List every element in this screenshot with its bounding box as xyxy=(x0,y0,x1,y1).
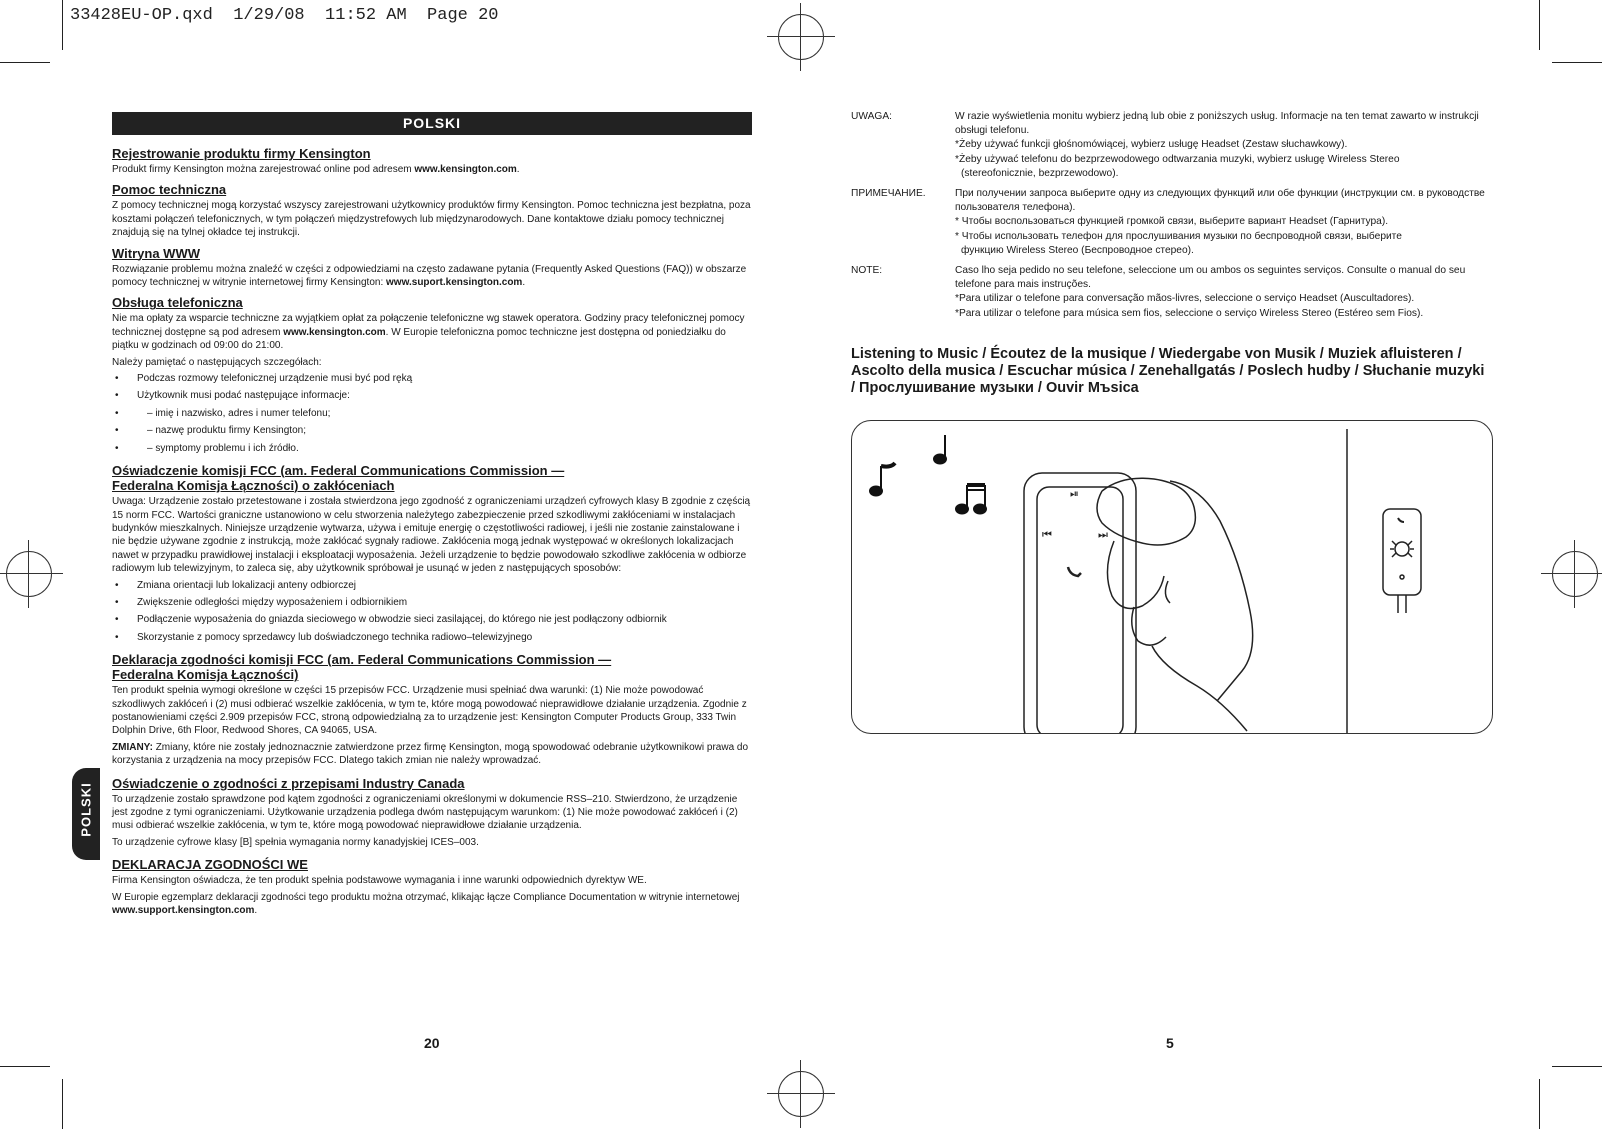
right-page-notes xyxy=(851,110,1491,327)
registration-mark xyxy=(778,14,824,60)
paragraph: Produkt firmy Kensington można zarejestrować online pod adresem www.kensington.com. xyxy=(112,164,520,175)
paragraph: Rozwiązanie problemu można znaleźć w części z odpowiedziami na często zadawane pytania (Frequently Asked Questions (FAQ)) w obszarze pomocy technicznej w witrynie internetowej firmy Kensington: www.suport.kensington.com. xyxy=(112,263,747,289)
section-heading: Obsługa telefoniczna xyxy=(112,295,243,311)
paragraph: Uwaga: Urządzenie zostało przetestowane i została stwierdzona jego zgodność z ograniczeniami urządzeń cyfrowych klasy B zgodnie z częścią 15 norm FCC. Wartości graniczne ustanowiono w celu stworzenia należytego zabezpieczenie przed szkodliwymi zakłóceniami w instalacjach budynków mieszkalnych. Niniejsze urządzenie wytwarza, używa i emituje energię o częstotliwości radiowej, i jeśli nie zostanie zainstalowane i nie będzie używane zgodnie z instrukcją, może zakłócać sygnały radiowe. Zakłócenia mogą jednak występować w określonych lokalizacjach nawet w przypadku prawidłowej instalacji i eksploatacji wyposażenia. Jeżeli urządzenie to będzie powodowało szkodliwe zakłócenia w odbiorze radiowym lub telewizyjnym, to zaleca się, aby użytkownik spróbował je usunąć w jeden z następujących sposobów: xyxy=(112,496,751,575)
paragraph: To urządzenie zostało sprawdzone pod kątem zgodności z ograniczeniami określonymi w dokumencie RSS–210. Stwierdzono, że urządzenie jest zgodne z tymi ograniczeniami. Użytkowanie urządzenia podlega dwóm następującym warunkom: (1) Nie może powodować zakłóceń i (2) musi odbierać wszelkie zakłócenia, w tym te, które mogą powodować nieprawidłowe działanie urządzenia. xyxy=(112,793,738,832)
note-uwaga: UWAGA: W razie wyświetlenia monitu wybierz jedną lub obie z poniższych usług. Informacje na ten temat zawarto w instrukcji obsługi telefonu. *Żeby używać funkcji głośnomówiącej, wybierz usługę Headset (Zestaw słuchawkowy). *Żeby używać telefonu do bezprzewodowego odtwarzania muzyki, wybierz usługę Wireless Stereo (stereofonicznie, bezprzewodowo). xyxy=(851,110,1491,181)
paragraph: Ten produkt spełnia wymogi określone w części 15 przepisów FCC. Urządzenie musi spełniać dwa warunki: (1) Nie może powodować szkodliwych zakłóceń i (2) musi odbierać wszelkie zakłócenia, w tym te, które mogą powodować nieprawidłowe działanie urządzenia. Zgodnie z postanowieniami części 2.909 przepisów FCC, stroną odpowiedzialną za to urządzenie jest: Kensington Computer Products Group, 333 Twin Dolphin Drive, 6th Floor, Redwood Shores, CA 94065, USA. xyxy=(112,685,747,737)
registration-mark xyxy=(778,1071,824,1117)
section-heading: Oświadczenie komisji FCC (am. Federal Communications Commission — Federalna Komisja Łączności) o zakłóceniach xyxy=(112,463,565,494)
crop-mark xyxy=(0,1066,50,1067)
paragraph: Należy pamiętać o następujących szczegółach: xyxy=(112,356,322,368)
paragraph: To urządzenie cyfrowe klasy [B] spełnia wymagania normy kanadyjskiej ICES–003. xyxy=(112,836,479,848)
bullet-item: • Zmiana orientacji lub lokalizacji anteny odbiorczej xyxy=(112,579,752,592)
link-text: www.support.kensington.com xyxy=(112,905,255,917)
page-number: 5 xyxy=(1166,1035,1174,1051)
section-heading: Oświadczenie o zgodności z przepisami Industry Canada xyxy=(112,775,465,791)
link-text: www.kensington.com xyxy=(414,164,517,175)
bullet-item: • Użytkownik musi podać następujące informacje: xyxy=(112,389,752,402)
paragraph: ZMIANY: Zmiany, które nie zostały jednoznacznie zatwierdzone przez firmę Kensington, mogą spowodować odebranie użytkownikowi prawa do korzystania z urządzenia na mocy przepisów FCC. Dlatego takich zmian nie należy wprowadzać. xyxy=(112,741,749,767)
language-side-tab: POLSKI xyxy=(72,768,100,860)
music-illustration xyxy=(851,420,1493,734)
crop-mark xyxy=(62,0,63,50)
section-heading: DEKLARACJA ZGODNOŚCI WE xyxy=(112,857,308,873)
section-heading: Rejestrowanie produktu firmy Kensington xyxy=(112,146,371,161)
dash-item: • – imię i nazwisko, adres i numer telefonu; xyxy=(112,407,752,420)
crop-mark xyxy=(0,62,50,63)
section-heading: Pomoc techniczna xyxy=(112,182,227,198)
language-header-bar: POLSKI xyxy=(112,112,752,135)
registration-mark xyxy=(6,551,52,597)
bullet-item: • Zwiększenie odległości między wyposażeniem i odbiornikiem xyxy=(112,596,752,609)
bullet-item: • Podłączenie wyposażenia do gniazda sieciowego w obwodzie sieci zasilającej, do którego nie jest podłączony odbiornik xyxy=(112,613,752,626)
headset-side-view xyxy=(1383,509,1421,613)
next-track-icon: ⏭ xyxy=(1098,528,1108,541)
crop-mark xyxy=(1552,62,1602,63)
headset-device xyxy=(1024,473,1136,733)
crop-mark xyxy=(1539,0,1540,50)
phone-icon xyxy=(1068,567,1081,576)
dash-item: • – symptomy problemu i ich źródło. xyxy=(112,442,752,455)
bullet-item: • Podczas rozmowy telefonicznej urządzenie musi być pod ręką xyxy=(112,372,752,385)
left-page-column xyxy=(112,112,752,920)
hand-drawing xyxy=(1097,478,1253,731)
print-slug: 33428EU-OP.qxd 1/29/08 11:52 AM Page 20 xyxy=(70,6,499,25)
note-label: NOTE: xyxy=(851,265,883,277)
note-label: UWAGA: xyxy=(851,111,892,122)
page-number: 20 xyxy=(424,1035,440,1051)
section-heading: Deklaracja zgodności komisji FCC (am. Federal Communications Commission — Federalna Komisja Łączności) xyxy=(112,652,612,683)
note-primechanie: ПРИМЕЧАНИЕ. При получении запроса выберите одну из следующих функций или обе функции (инструкции см. в руководстве пользователя телефона). * Чтобы воспользоваться функцией громкой связи, выберите вариант Headset (Гарнитура). * Чтобы использовать телефон для прослушивания музыки по беспроводной связи, выберите функцию Wireless Stereo (Беспроводное стерео). xyxy=(851,187,1491,258)
crop-mark xyxy=(1552,1066,1602,1067)
note-label: ПРИМЕЧАНИЕ. xyxy=(851,188,926,200)
paragraph: Nie ma opłaty za wsparcie techniczne za wyjątkiem opłat za połączenie telefoniczne wg stawek operatora. Godziny pracy telefonicznej pomocy technicznej dostępne są pod adresem www.kensington.com. W Europie telefoniczna pomoc techniczne jest dostępna od poniedziałku do piątku w godzinach od 09:00 do 21:00. xyxy=(112,313,745,352)
link-text: www.kensington.com xyxy=(283,326,386,338)
bullet-item: • Skorzystanie z pomocy sprzedawcy lub doświadczonego technika radiowo–telewizyjnego xyxy=(112,631,752,644)
play-pause-icon: ⏯ xyxy=(1070,487,1079,500)
paragraph: W Europie egzemplarz deklaracji zgodności tego produktu można otrzymać, klikając łącze Compliance Documentation w witrynie internetowej www.support.kensington.com. xyxy=(112,891,740,917)
paragraph: Firma Kensington oświadcza, że ten produkt spełnia podstawowe wymagania i inne warunki odpowiednich dyrektyw WE. xyxy=(112,875,647,887)
music-section-heading: Listening to Music / Écoutez de la musique / Wiedergabe von Musik / Muziek afluisteren / Ascolto della musica / Escuchar música / Zenehallgatás / Poslech hudby / Słuchanie muzyki / Прослушивание музыки / Ouvir Mъsica xyxy=(851,346,1485,396)
dash-item: • – nazwę produktu firmy Kensington; xyxy=(112,424,752,437)
paragraph: Z pomocy technicznej mogą korzystać wszyscy zarejestrowani użytkownicy produktów firmy Kensington. Pomoc techniczna jest bezpłatna, poza kosztami połączeń telefonicznych, w tym połączeń międzystrefowych lub międzynarodowych. Dane kontaktowe działu pomocy technicznej znajdują się na tylnej okładce tej instrukcji. xyxy=(112,200,751,239)
registration-mark xyxy=(1552,551,1598,597)
section-heading: Witryna WWW xyxy=(112,245,200,261)
music-notes-icon xyxy=(870,435,986,514)
crop-mark xyxy=(1539,1079,1540,1129)
link-text: www.suport.kensington.com xyxy=(386,277,523,289)
crop-mark xyxy=(62,1079,63,1129)
previous-track-icon: ⏮ xyxy=(1042,528,1052,541)
note-nota: NOTE: Caso lho seja pedido no seu telefone, seleccione um ou ambos os seguintes serviços. Consulte o manual do seu telefone para mais instruções. *Para utilizar o telefone para conversação mãos-livres, seleccione o serviço Headset (Auscultadores). *Para utilizar o telefone para música sem fios, seleccione o serviço Wireless Stereo (Estéreo sem Fios). xyxy=(851,264,1491,321)
